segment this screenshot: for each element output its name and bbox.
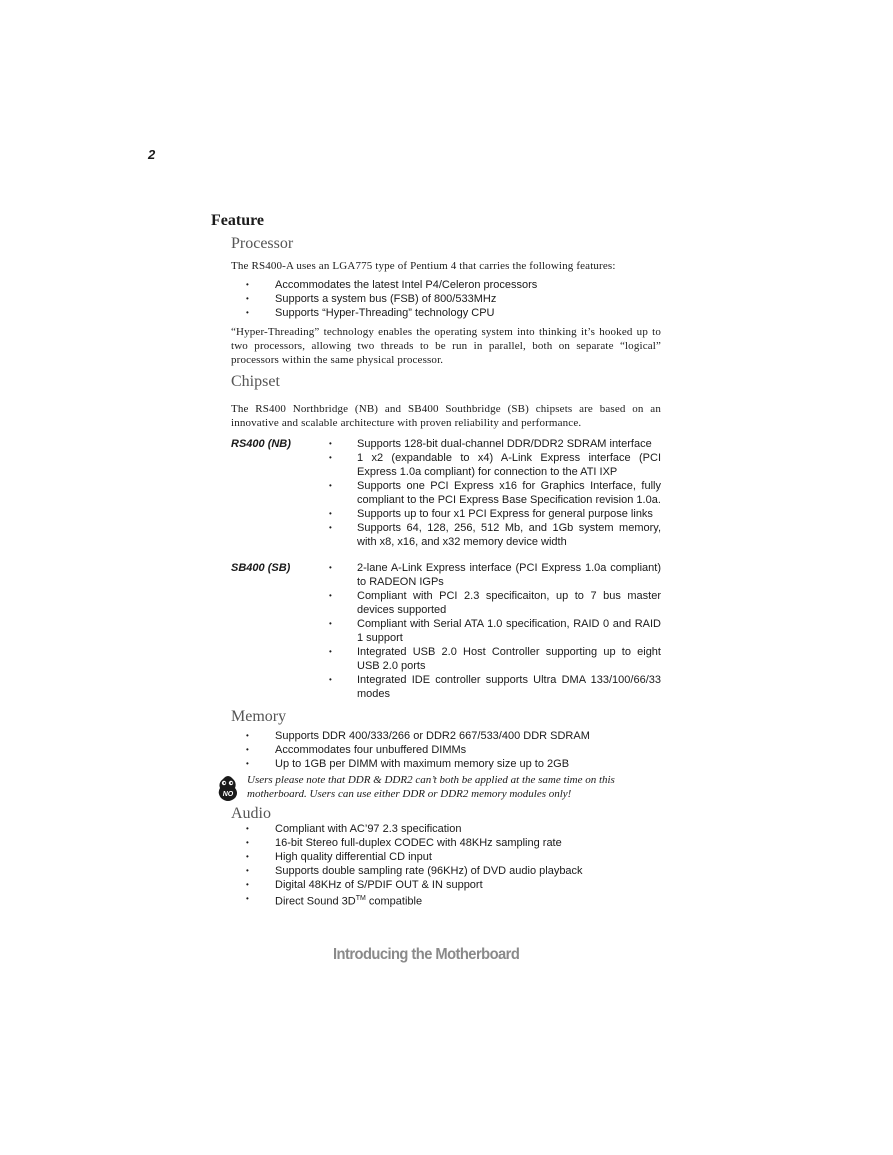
list-item: • Compliant with AC’97 2.3 specification [231, 822, 661, 836]
list-item: • Accommodates the latest Intel P4/Celeron processors [231, 278, 661, 292]
list-item: • 16-bit Stereo full-duplex CODEC with 48KHz sampling rate [231, 836, 661, 850]
list-item: • Supports up to four x1 PCI Express for general purpose links [329, 507, 661, 521]
chipset-nb [231, 437, 661, 549]
processor-intro: The RS400-A uses an LGA775 type of Pentium 4 that carries the following features: [231, 260, 616, 272]
list-item: • Accommodates four unbuffered DIMMs [231, 743, 661, 757]
list-item: • High quality differential CD input [231, 850, 661, 864]
list-item: • Digital 48KHz of S/PDIF OUT & IN support [231, 878, 661, 892]
list-item: • Supports a system bus (FSB) of 800/533MHz [231, 292, 661, 306]
list-item: • Supports one PCI Express x16 for Graphics Interface, fully compliant to the PCI Express Base Specification revision 1.0a. [329, 479, 661, 507]
list-item: • Integrated USB 2.0 Host Controller supporting up to eight USB 2.0 ports [329, 645, 661, 673]
chipset-intro: The RS400 Northbridge (NB) and SB400 Southbridge (SB) chipsets are based on an innovative and scalable architecture with proven reliability and performance. [231, 403, 661, 429]
footer-title: Introducing the Motherboard [333, 946, 520, 963]
nb-list [329, 437, 661, 549]
chipset-heading: Chipset [231, 373, 280, 390]
audio-heading: Audio [231, 805, 271, 822]
compatible-text: compatible [365, 895, 423, 908]
no-sign-icon [215, 773, 241, 803]
memory-heading: Memory [231, 708, 287, 725]
chipset-sb [231, 561, 661, 701]
list-item [231, 892, 661, 909]
note-text: Users please note that DDR & DDR2 can’t both be applied at the same time on this motherboard. Users can use either DDR or DDR2 memory modules only! [247, 774, 615, 800]
list-item: • Supports 64, 128, 256, 512 Mb, and 1Gb system memory, with x8, x16, and x32 memory device width [329, 521, 661, 549]
list-item: • Supports double sampling rate (96KHz) of DVD audio playback [231, 864, 661, 878]
list-item: • Integrated IDE controller supports Ultra DMA 133/100/66/33 modes [329, 673, 661, 701]
processor-list [231, 278, 661, 320]
list-item: • Supports 128-bit dual-channel DDR/DDR2 SDRAM interface [329, 437, 661, 451]
list-item: • 2-lane A-Link Express interface (PCI Express 1.0a compliant) to RADEON IGPs [329, 561, 661, 589]
svg-text:NO: NO [222, 791, 234, 798]
memory-note [222, 773, 661, 801]
list-item: • Supports “Hyper-Threading” technology CPU [231, 306, 661, 320]
audio-list [231, 822, 661, 909]
trademark-sup: TM [355, 895, 366, 902]
processor-description: “Hyper-Threading” technology enables the operating system into thinking it’s hooked up to two processors, allowing two threads to be run in parallel, both on separate “logical” processors within the same physical processor. [231, 326, 661, 366]
processor-heading: Processor [231, 235, 294, 252]
sb-list [329, 561, 661, 701]
page-title: Feature [211, 212, 265, 229]
content [222, 212, 661, 909]
list-item: • Supports DDR 400/333/266 or DDR2 667/533/400 DDR SDRAM [231, 729, 661, 743]
list-item: • Compliant with PCI 2.3 specificaiton, up to 7 bus master devices supported [329, 589, 661, 617]
memory-list [231, 729, 661, 771]
direct-sound-text: Direct Sound 3D [275, 895, 356, 908]
sb-label: SB400 (SB) [231, 562, 291, 574]
list-item: • 1 x2 (expandable to x4) A-Link Express interface (PCI Express 1.0a compliant) for connection to the ATI IXP [329, 451, 661, 479]
list-item: • Compliant with Serial ATA 1.0 specification, RAID 0 and RAID 1 support [329, 617, 661, 645]
list-item: • Up to 1GB per DIMM with maximum memory size up to 2GB [231, 757, 661, 771]
nb-label: RS400 (NB) [231, 438, 291, 450]
page-number: 2 [148, 147, 156, 162]
